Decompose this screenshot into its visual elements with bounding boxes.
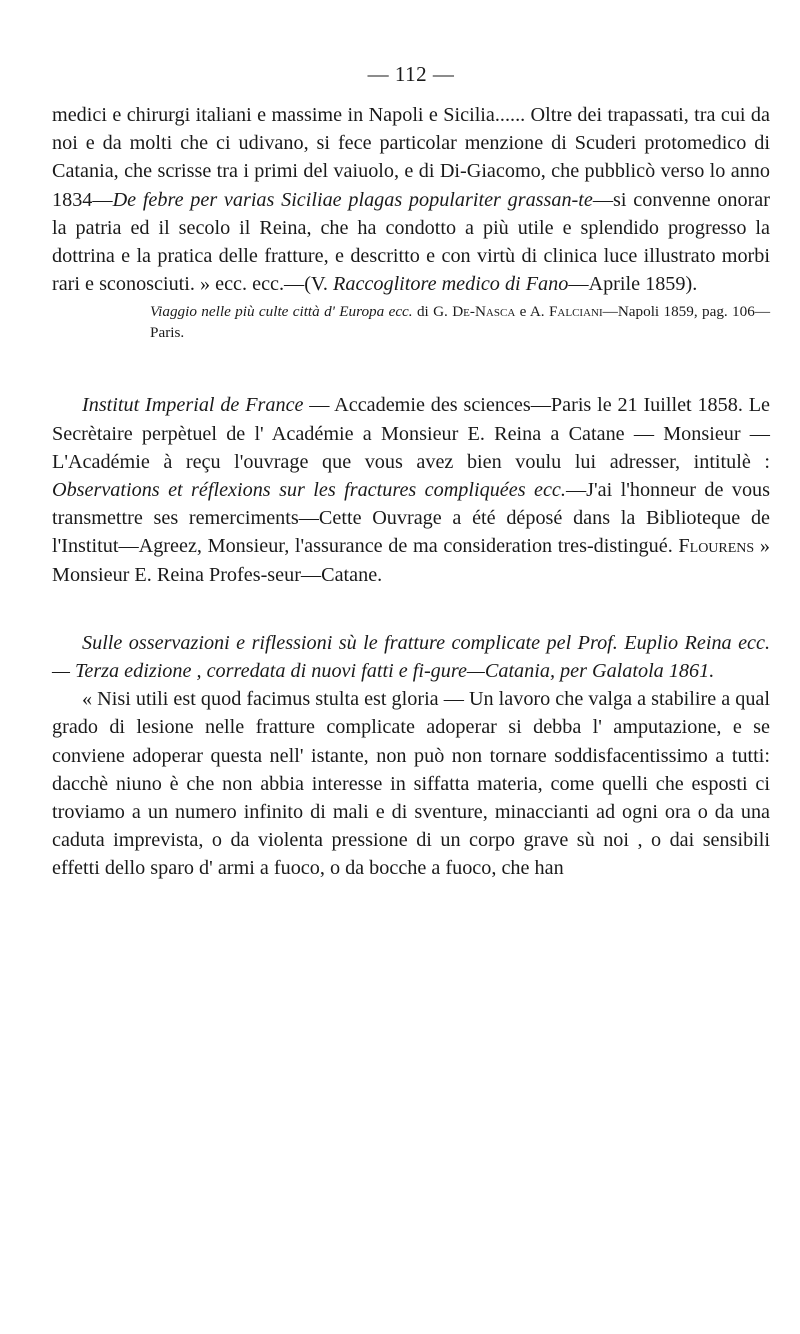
paragraph-2-text-b: —J'ai l'honneur de vous transmettre ses remerciments—Cette Ouvrage a été déposé dans la Biblioteque de l'Institut—Agreez, Monsieur, l'assurance de ma consideration tres-distingué. bbox=[52, 479, 771, 558]
page-number: — 112 — bbox=[367, 62, 455, 86]
paragraph-1 bbox=[52, 101, 770, 298]
paragraph-1-text-c: —Aprile 1859). bbox=[568, 273, 698, 296]
document-page bbox=[52, 62, 770, 883]
paragraph-1-title-raccoglitore: Raccoglitore medico di Fano bbox=[333, 273, 569, 296]
paragraph-2 bbox=[52, 391, 770, 588]
paragraph-2-institut: Institut Imperial de France bbox=[82, 394, 304, 417]
citation-title: Viaggio nelle più culte città d' Europa ecc. bbox=[150, 303, 413, 321]
section-heading-osservazioni bbox=[52, 629, 770, 685]
paragraph-1-text-b: —si convenne onorar la patria ed il secolo il Reina, che ha condotto a più utile e splendido progresso la dottrina e la pratica delle fratture, e descritto e con virtù di clinica luce illustrato morbi rari e sconosciuti. » ecc. ecc.—(V. bbox=[52, 188, 770, 296]
section-heading-text: Sulle osservazioni e riflessioni sù le fratture complicate pel Prof. Euplio Reina ecc. — Terza edizione , corredata di nuovi fatti e fi-gure—Catania, per Galatola 1861. bbox=[52, 631, 770, 683]
paragraph-1-title-de-febre: De febre per varias Siciliae plagas populariter grassan-te bbox=[112, 188, 593, 211]
citation-text-a: di G. bbox=[412, 303, 453, 321]
spacer bbox=[52, 343, 770, 391]
paragraph-2-title-observations: Observations et réflexions sur les fractures compliquées ecc. bbox=[52, 479, 566, 502]
paragraph-2-text-a: — Accademie des sciences—Paris le 21 Iuillet 1858. Le Secrètaire perpètuel de l' Académie a Monsieur E. Reina a Catane — Monsieur — L'Académie à reçu l'ouvrage que vous avez bien voulu lui adresser, intitulè : bbox=[52, 394, 770, 473]
paragraph-2-text-c: » Monsieur E. Reina Profes-seur—Catane. bbox=[52, 535, 770, 586]
citation-viaggio bbox=[150, 301, 770, 343]
citation-text-b: e A. bbox=[515, 303, 549, 321]
spacer bbox=[52, 589, 770, 629]
citation-text-c: —Napoli 1859, pag. 106—Paris. bbox=[150, 303, 771, 342]
paragraph-1-text-a: medici e chirurgi italiani e massime in Napoli e Sicilia...... Oltre dei trapassati, tra cui da noi e da molti che ci udivano, si fece particolar menzione di Scuderi protomedico di Catania, che scrisse tra i primi del vaiuolo, e di Di-Giacomo, che pubblicò verso lo anno 1834— bbox=[52, 104, 770, 211]
paragraph-2-signature-flourens: Flourens bbox=[678, 535, 755, 558]
paragraph-3: « Nisi utili est quod facimus stulta est gloria — Un lavoro che valga a stabilire a qual grado di lesione nelle fratture complicate adoperar si debba l' amputazione, e se conviene adoperar questa nell' istante, non può non tornare soddisfacentissimo a tutti: dacchè niuno è che non abbia interesse in siffatta materia, come quelli che esposti ci troviamo a un numero infinito di mali e di sventure, minaccianti ad ogni ora o da una caduta imprevista, o da violenta pressione di un corpo grave sù noi , o dai sensibili effetti dello sparo d' armi a fuoco, o da bocche a fuoco, che han bbox=[52, 688, 770, 880]
citation-author-de-nasca: De-Nasca bbox=[452, 303, 516, 321]
citation-author-falciani: Falciani bbox=[548, 303, 603, 321]
